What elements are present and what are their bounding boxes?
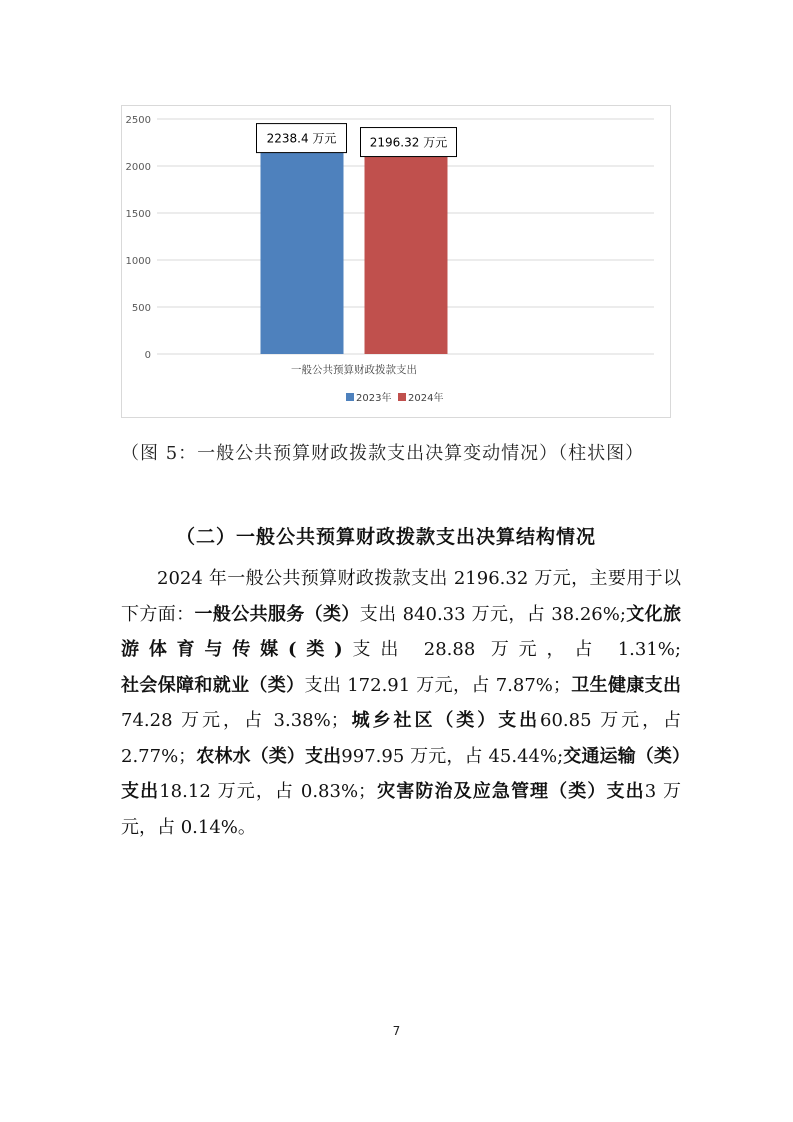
y-tick-label: 1000 (125, 256, 151, 267)
category-urban-rural: 城乡社区（类）支出 (348, 710, 541, 731)
data-label: 2238.4 万元 (266, 131, 337, 146)
category-health: 卫生健康支出 (570, 674, 681, 696)
y-tick-label: 2500 (125, 115, 151, 126)
figure-caption: （图 5：一般公共预算财政拨款支出决算变动情况）（柱状图） (121, 443, 645, 464)
category-transport: 交通运输（类）支出 (121, 745, 682, 802)
text-run: 支出 840.33 万元，占 38.26%; (359, 603, 626, 625)
bar-2023 (261, 144, 344, 354)
page-number: 7 (392, 1024, 401, 1038)
text-run: 997.95 万元，占 45.44%; (341, 745, 564, 767)
text-run: 支出 28.88 万元，占 1.31%; (342, 639, 681, 660)
legend-swatch (398, 393, 406, 401)
x-category-label: 一般公共预算财政拨款支出 (291, 364, 417, 376)
body-paragraph (121, 561, 681, 845)
text-run: 74.28 万元，占 3.38%； (121, 710, 349, 731)
y-tick-label: 0 (144, 350, 151, 361)
category-social-security: 社会保障和就业（类） (121, 674, 305, 696)
legend-label: 2024年 (408, 393, 444, 404)
text-run: 2024 年一般公共预算财政拨款支出 2196.32 万元，主要用于以下方面： (121, 568, 681, 625)
category-general-public-services: 一般公共服务（类） (194, 603, 360, 625)
category-disaster-prevention: 灾害防治及应急管理（类）支出 (376, 781, 645, 802)
text-run: 支出 172.91 万元，占 7.87%； (304, 674, 571, 696)
text-run: 18.12 万元，占 0.83%； (159, 781, 377, 802)
text-run: 3 万元，占 0.14%。 (121, 781, 682, 838)
section-heading: （二）一般公共预算财政拨款支出决算结构情况 (176, 526, 597, 548)
category-agriculture: 农林水（类）支出 (196, 745, 342, 767)
y-tick-label: 500 (131, 303, 151, 314)
y-tick-label: 2000 (125, 162, 151, 173)
text-run: 60.85 万元，占 2.77%； (121, 710, 681, 767)
bar-chart (121, 105, 671, 418)
legend-label: 2023年 (356, 393, 392, 404)
data-label: 2196.32 万元 (369, 135, 448, 150)
chart-svg (122, 106, 670, 417)
legend-swatch (346, 393, 354, 401)
y-tick-label: 1500 (125, 209, 151, 220)
category-culture-tourism: 文化旅游体育与传媒(类) (121, 603, 682, 660)
bar-2024 (365, 148, 448, 354)
